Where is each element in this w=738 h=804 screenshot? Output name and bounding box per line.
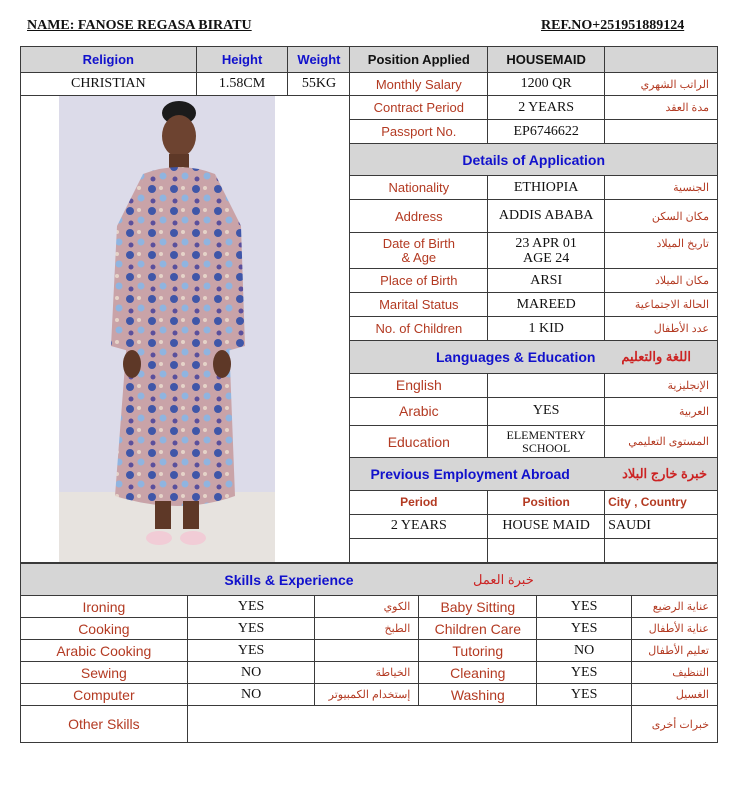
empty-cell: [350, 538, 488, 562]
empty-cell: [488, 538, 605, 562]
skills-title: Skills & Experience: [224, 571, 354, 588]
skill-sewing-label: Sewing: [21, 662, 188, 684]
skill-cooking-value: YES: [187, 618, 315, 640]
skill-tutoring-arabic: تعليم الأطفال: [632, 640, 718, 662]
passport-value: EP6746622: [488, 120, 605, 144]
nationality-label: Nationality: [350, 176, 488, 200]
skill-sewing-value: NO: [187, 662, 315, 684]
skill-tutoring-label: Tutoring: [419, 640, 537, 662]
prev-country-value: SAUDI: [605, 514, 718, 538]
skill-cleaning-label: Cleaning: [419, 662, 537, 684]
languages-title: Languages & Education: [435, 349, 596, 366]
skill-computer-arabic: إستخدام الكمبيوتر: [315, 684, 419, 706]
languages-section-title: [350, 341, 718, 373]
education-value: [488, 426, 605, 458]
skills-table: [20, 563, 718, 743]
previous-title: Previous Employment Abroad: [370, 466, 570, 483]
weight-value: 55KG: [288, 73, 350, 96]
dob-value: [488, 232, 605, 269]
religion-header: Religion: [21, 47, 197, 73]
address-arabic: مكان السكن: [605, 200, 718, 232]
place-of-birth-value: ARSI: [488, 269, 605, 293]
applicant-photo: [59, 96, 275, 562]
monthly-salary-label: Monthly Salary: [350, 73, 488, 96]
monthly-salary-arabic: الراتب الشهري: [605, 73, 718, 96]
skill-arabic-cooking-arabic: [315, 640, 419, 662]
dob-label-line1: Date of Birth: [382, 235, 455, 251]
main-table: [20, 46, 718, 563]
previous-title-arabic: خبرة خارج البلاد: [622, 466, 707, 482]
skills-title-arabic: خبرة العمل: [473, 571, 534, 587]
applicant-name: NAME: FANOSE REGASA BIRATU: [27, 18, 252, 33]
education-arabic: المستوى التعليمي: [605, 426, 718, 458]
passport-label: Passport No.: [350, 120, 488, 144]
skill-children-care-value: YES: [537, 618, 632, 640]
skill-washing-label: Washing: [419, 684, 537, 706]
education-value-line2: SCHOOL: [522, 440, 571, 455]
skill-children-care-label: Children Care: [419, 618, 537, 640]
position-header: Position: [488, 490, 605, 514]
skill-washing-value: YES: [537, 684, 632, 706]
skill-cooking-arabic: الطبخ: [315, 618, 419, 640]
weight-header: Weight: [288, 47, 350, 73]
religion-value: CHRISTIAN: [21, 73, 197, 96]
contract-period-label: Contract Period: [350, 96, 488, 120]
position-applied-value: HOUSEMAID: [488, 47, 605, 73]
skill-baby-sitting-label: Baby Sitting: [419, 596, 537, 618]
arabic-arabic: العربية: [605, 397, 718, 425]
marital-status-label: Marital Status: [350, 293, 488, 317]
height-value: 1.58CM: [196, 73, 288, 96]
previous-section-title: [350, 458, 718, 490]
languages-title-arabic: اللغة والتعليم: [621, 349, 691, 365]
nationality-arabic: الجنسية: [605, 176, 718, 200]
skill-computer-value: NO: [187, 684, 315, 706]
skill-computer-label: Computer: [21, 684, 188, 706]
english-value: [488, 373, 605, 397]
prev-period-value: 2 YEARS: [350, 514, 488, 538]
other-skills-value: [187, 706, 631, 743]
skill-ironing-value: YES: [187, 596, 315, 618]
skill-arabic-cooking-value: YES: [187, 640, 315, 662]
skill-children-care-arabic: عناية الأطفال: [632, 618, 718, 640]
details-section-title: Details of Application: [350, 144, 718, 176]
english-arabic: الإنجليزية: [605, 373, 718, 397]
arabic-label: Arabic: [350, 397, 488, 425]
address-value: ADDIS ABABA: [488, 200, 605, 232]
children-label: No. of Children: [350, 317, 488, 341]
skill-baby-sitting-value: YES: [537, 596, 632, 618]
address-label: Address: [350, 200, 488, 232]
nationality-value: ETHIOPIA: [488, 176, 605, 200]
passport-arabic: [605, 120, 718, 144]
skill-cleaning-value: YES: [537, 662, 632, 684]
position-applied-header: Position Applied: [350, 47, 488, 73]
dob-age: AGE 24: [523, 250, 570, 266]
empty-cell: [605, 538, 718, 562]
place-of-birth-label: Place of Birth: [350, 269, 488, 293]
skill-cooking-label: Cooking: [21, 618, 188, 640]
skill-arabic-cooking-label: Arabic Cooking: [21, 640, 188, 662]
marital-status-arabic: الحالة الاجتماعية: [605, 293, 718, 317]
place-of-birth-arabic: مكان الميلاد: [605, 269, 718, 293]
education-label: Education: [350, 426, 488, 458]
skills-section-title: [21, 564, 718, 596]
children-value: 1 KID: [488, 317, 605, 341]
photo-cell: [21, 96, 350, 563]
other-skills-arabic: خبرات أخرى: [632, 706, 718, 743]
period-header: Period: [350, 490, 488, 514]
skill-ironing-arabic: الكوي: [315, 596, 419, 618]
monthly-salary-value: 1200 QR: [488, 73, 605, 96]
skill-washing-arabic: الغسيل: [632, 684, 718, 706]
person-figure: [59, 96, 275, 562]
prev-position-value: HOUSE MAID: [488, 514, 605, 538]
skill-sewing-arabic: الخياطة: [315, 662, 419, 684]
dob-arabic: تاريخ الميلاد: [605, 232, 718, 269]
skill-tutoring-value: NO: [537, 640, 632, 662]
skill-baby-sitting-arabic: عناية الرضيع: [632, 596, 718, 618]
other-skills-label: Other Skills: [21, 706, 188, 743]
empty-cell: [605, 47, 718, 73]
height-header: Height: [196, 47, 288, 73]
dob-date: 23 APR 01: [515, 235, 577, 251]
education-value-line1: ELEMENTERY: [506, 427, 586, 442]
marital-status-value: MAREED: [488, 293, 605, 317]
skill-ironing-label: Ironing: [21, 596, 188, 618]
city-country-header: City , Country: [605, 490, 718, 514]
arabic-value: YES: [488, 397, 605, 425]
contract-period-value: 2 YEARS: [488, 96, 605, 120]
contract-period-arabic: مدة العقد: [605, 96, 718, 120]
children-arabic: عدد الأطفال: [605, 317, 718, 341]
skill-cleaning-arabic: التنظيف: [632, 662, 718, 684]
dob-label-line2: & Age: [401, 249, 437, 265]
reference-number: REF.NO+251951889124: [541, 18, 685, 33]
dob-label: [350, 232, 488, 269]
english-label: English: [350, 373, 488, 397]
